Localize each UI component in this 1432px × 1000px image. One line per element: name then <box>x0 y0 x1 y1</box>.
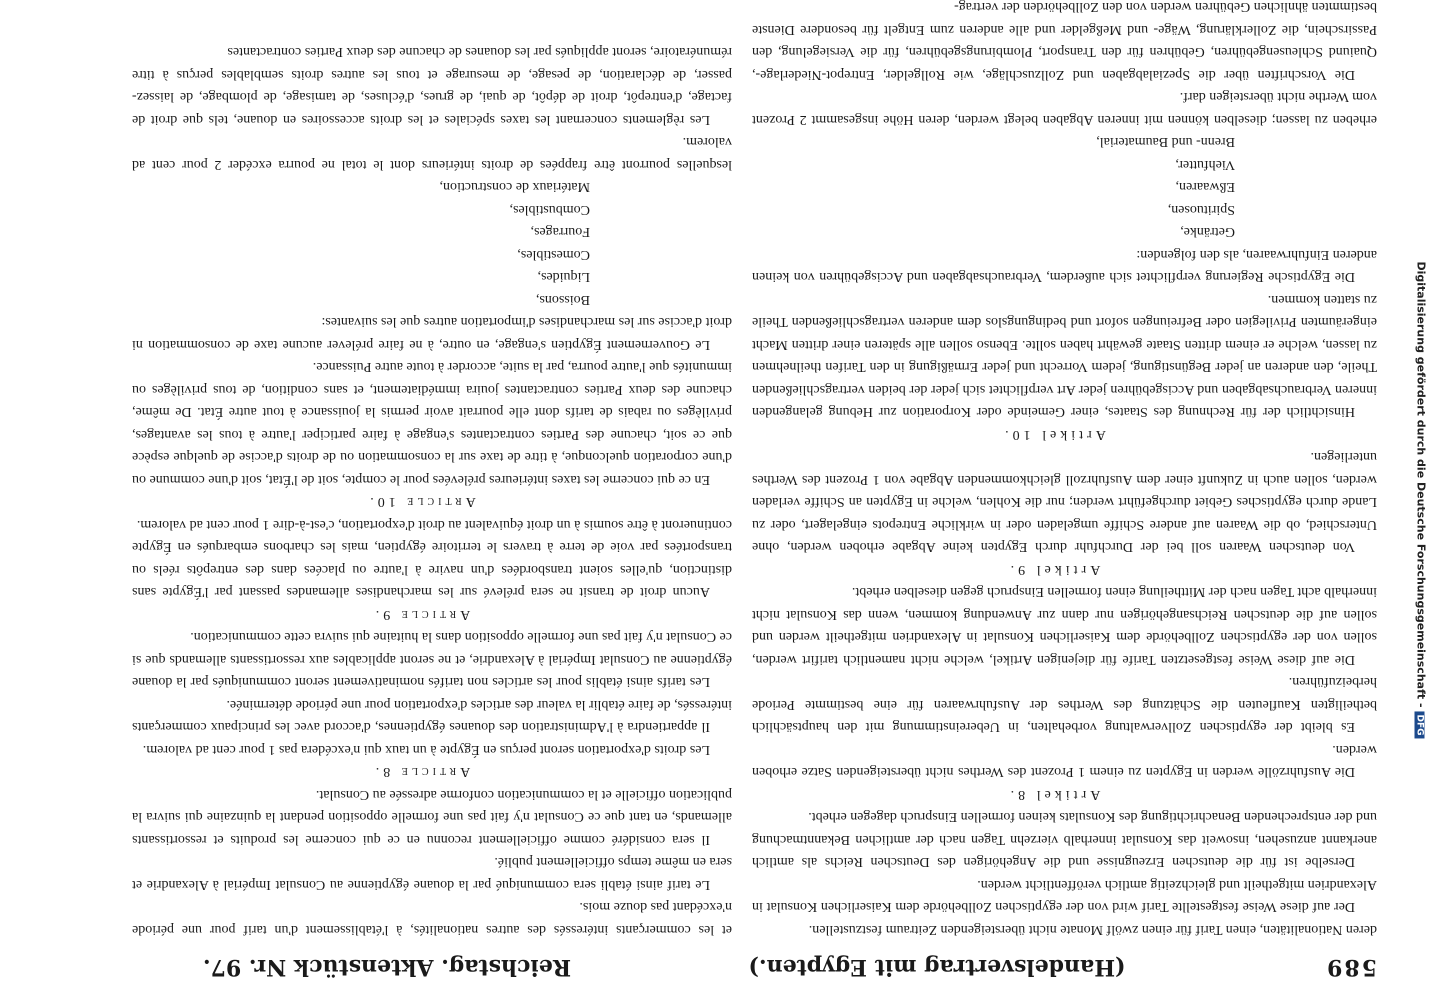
list-item: Getränke, <box>1180 224 1235 240</box>
german-text-column <box>752 0 1377 940</box>
paragraph: et les commerçants intéressés des autres nationalités, à l'établissement d'un tarif pour une période n'excédant pas douze mois. <box>132 899 732 937</box>
paragraph: Il appartiendra à l'Administration des douanes égyptiennes, d'accord avec les principaux commerçants intéressés, de faire établir la valeur des articles d'exportation pour une période déterminée. <box>132 697 732 735</box>
paragraph: Derselbe ist für die deutschen Erzeugnisse und die Angehörigen des Deutschen Reichs als amtlich anerkannt anzusehen, insoweit das Konsulat innerhalb vierzehn Tagen nach der amtlichen Bekanntmachung und der entsprechenden Benachrichtigung des Konsulats keinen formellen Einspruch dagegen erhebt. <box>752 809 1377 870</box>
page-number: 589 <box>1325 954 1377 980</box>
paragraph: Die Egyptische Regierung verpflichtet sich außerdem, Verbrauchsabgaben und Accisgebühren von keinen anderen Einfuhrwaaren, als den folgenden: <box>752 247 1377 285</box>
paragraph: Von deutschen Waaren soll bei der Durchfuhr durch Egypten keine Abgabe erhoben werden, ohne Unterschied, ob die Waaren auf andere Schiffe umgeladen oder in wirkliche Entrepots eingelagert, oder zu Lande durch egyptisches Gebiet durchgeführt werden; nur die Kohlen, welche in Egypten an Schiffe verladen werden, sollen auch in Zukunft einer dem Ausfuhrzoll gleichkommenden Abgabe von 1 Prozent des Werthes unterliegen. <box>752 449 1377 555</box>
list-item: Liquides, <box>537 269 590 285</box>
french-text-column <box>132 35 732 940</box>
paragraph: En ce qui concerne les taxes intérieures prélevées pour le compte, soit de l'État, soit d'une commune ou d'une corporation quelconque, à titre de taxe sur la consommation ou de droits d'accise de quelque espèce que ce soit, chacune des Parties contractantes s'engage à faire participer l'autre à tous les avantages, privilèges ou rabais de tarifs dont elle pourrait avoir permis la jouissance à tout autre État. De même, chacune des deux Parties contractantes jouira immédiatement, et sans condition, de tous privilèges ou immunités que l'autre pourra, par la suite, accorder à toute autre Puissance. <box>132 359 732 487</box>
article-heading: Article 9. <box>371 607 471 622</box>
list-item: Matériaux de construction, <box>439 179 590 195</box>
list-item: Comestibles, <box>517 247 590 262</box>
paragraph: Die Ausfuhrzölle werden in Egypten zu einem 1 Prozent des Werthes nicht übersteigenden Satze erhoben werden. <box>752 742 1377 780</box>
paragraph: Les tarifs ainsi établis pour les articles non tarifés nominativement seront communiqués par la douane égyptienne au Consulat Impérial à Alexandrie, et ne seront applicables aux ressortissants allemands que si ce Consulat n'y fait pas une formelle opposition dans la huitaine qui suivra cette communication. <box>132 629 732 690</box>
list-item: Viehfutter, <box>1175 157 1235 172</box>
list-item: Spirituosen, <box>1167 202 1235 217</box>
running-head-german: (Handelsvertrag mit Egypten.) <box>748 954 1126 980</box>
paragraph: Il sera considéré comme officiellement reconnu en ce qui concerne les produits et ressortissants allemands, en tant que ce Consulat n'y fait pas une formelle opposition pendant la quinzaine qui suivra la publication officielle et la communication conforme adressée au Consulat. <box>132 787 732 847</box>
paragraph: Die auf diese Weise festgesetzten Tarife für diejenigen Artikel, welche nicht namentlich tarifirt werden, sollen von der egyptischen Zollbehörde dem Kaiserlichen Konsulat in Alexandrien mitgetheilt werden und sollen auf die deutschen Reichsangehörigen nur dann zur Anwendung kommen, wenn das Konsulat nicht innerhalb acht Tagen nach der Mittheilung einen formellen Einspruch gegen dieselben erhebt. <box>752 584 1377 667</box>
article-heading: Article 10. <box>366 494 476 510</box>
article-heading: Article 8. <box>371 764 471 780</box>
paragraph: Der auf diese Weise festgestellte Tarif wird von der egyptischen Zollbehörde dem Kaiserlichen Konsulat in Alexandrien mitgetheilt und gleichzeitig amtlich veröffentlicht werden. <box>752 877 1377 915</box>
list-item: Fourrages, <box>530 224 590 240</box>
digitization-note: Digitalisierung gefördert durch die Deutsche Forschungsgemeinschaft - <box>1414 261 1428 708</box>
article-heading: Artikel 8. <box>1006 787 1101 802</box>
digitization-credit <box>1410 0 1432 1000</box>
paragraph: Le tarif ainsi établi sera communiqué par la douane égyptienne au Consulat Impérial à Alexandrie et sera en même temps officiellement publié. <box>132 854 732 892</box>
paragraph: deren Nationalitäten, einen Tarif für einen zwölf Monate nicht übersteigenden Zeitraum festzustellen. <box>808 922 1377 937</box>
paragraph: Die Vorschriften über die Spezialabgaben und Zollzuschläge, wie Rollgelder, Entrepot-Niederlage-, Quaiund Schleusengebühren, Gebühren für den Transport, Plombirungsgebühren, für die Versiegelung, den Passirschein, die Zollerklärung, Wäge- und Meßgelder und alle anderen zum Entgelt für besondere Dienste bestimmten ähnlichen Gebühren werden von den Zollbehörden der vertrag- <box>752 0 1377 82</box>
paragraph: Les droits d'exportation seront perçus en Égypte à un taux qui n'excédera pas 1 pour cent ad valorem. <box>142 742 710 757</box>
list-item: Boissons, <box>535 292 590 307</box>
digitization-credit-text <box>1415 261 1428 738</box>
page-header <box>77 946 1377 986</box>
article-heading: Artikel 10. <box>1001 427 1106 442</box>
list-item: Brenn- und Baumaterial, <box>1096 134 1235 150</box>
paragraph: Les règlements concernant les taxes spéciales et les droits accessoires en douane, tels que droit de factage, d'entrepôt, droit de dépôt, de quai, de grues, d'écluses, de tamisage, de plombage, de laissez-passer, de déclaration, de pesage, de mesurage et tous les autres droits semblables perçus à titre rémunératoire, seront appliqués par les douanes de chacune des deux Parties contractantes <box>132 44 732 127</box>
list-item: Combustibles, <box>509 202 590 217</box>
paragraph: Es bleibt der egyptischen Zollverwaltung vorbehalten, in Uebereinstimmung mit den hauptsächlich betheiligten Kaufleuten die Schätzung des Werthes der Ausfuhrwaaren für eine bestimmte Periode herbeizuführen. <box>752 674 1377 735</box>
paragraph: Le Gouvernement Égyptien s'engage, en outre, à ne faire prélever aucune taxe de consommation ni droit d'accise sur les marchandises d'importation autres que les suivantes: <box>132 314 732 352</box>
dfg-logo-badge: DFG <box>1415 712 1425 739</box>
paragraph: Aucun droit de transit ne sera prélevé sur les marchandises allemandes passant par l'Égypte sans distinction, qu'elles soient transbordées d'un navire à l'autre ou placées dans des entrepôts réels ou transportées par voie de terre à travers le territoire égyptien, mais les charbons embarqués en Égypte continueront à être soumis à un droit équivalent au droit d'exportation, c'est-à-dire 1 pour cent ad valorem. <box>132 517 732 600</box>
paragraph: Hinsichtlich der für Rechnung des Staates, einer Gemeinde oder Korporation zur Hebung gelangenden inneren Verbrauchsabgaben und Accisgebühren jeder Art verpflichtet sich jeder der beiden vertragschließenden Theile, den anderen an jeder Begünstigung, jedem Vorrecht und jeder Ermäßigung in den Tarifen theilnehmen zu lassen, welche er einem dritten Staate gewährt haben sollte. Ebenso sollen alle späteren einer dritten Macht eingeräumten Privilegien oder Befreiungen sofort und bedingungslos dem anderen vertragschließenden Theile zu statten kommen. <box>752 292 1377 420</box>
paragraph: lesquelles pourront être frappées de droits intérieurs dont le total ne pourra excéder 2 pour cent ad valorem. <box>132 134 732 172</box>
paragraph: erheben zu lassen; dieselben können mit inneren Abgaben belegt werden, deren Höhe insgesammt 2 Prozent vom Werthe nicht übersteigen darf. <box>752 89 1377 127</box>
article-heading: Artikel 9. <box>1006 562 1101 577</box>
list-item: Eßwaaren, <box>1175 179 1235 195</box>
running-head-french: Reichstag. Aktenstück Nr. 97. <box>202 954 572 980</box>
